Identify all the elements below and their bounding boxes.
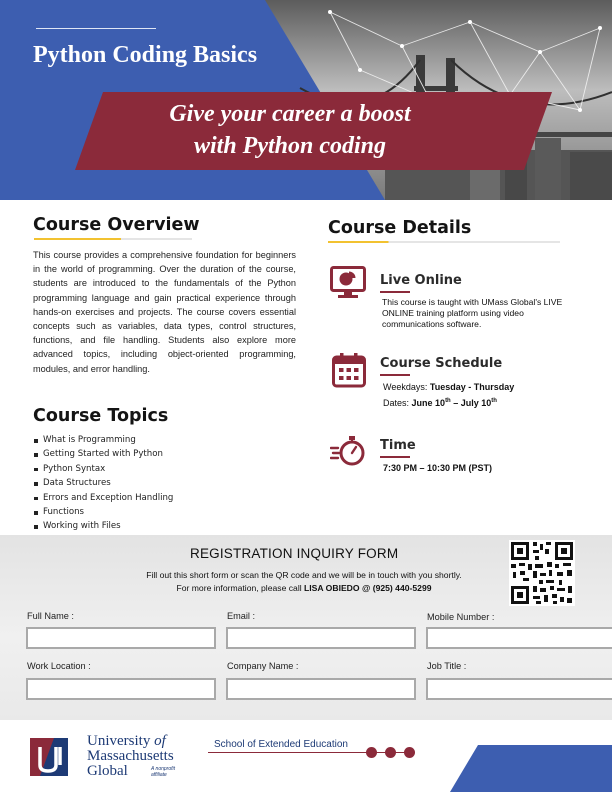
mobile-number-label: Mobile Number : — [427, 612, 495, 622]
full-name-label: Full Name : — [27, 611, 74, 621]
form-title: REGISTRATION INQUIRY FORM — [190, 546, 399, 561]
university-logo-icon — [28, 735, 80, 780]
topic-item: Errors and Exception Handling — [34, 491, 284, 505]
logo-affiliate-note: A nonprofit affiliate — [151, 766, 175, 778]
course-schedule-title: Course Schedule — [380, 356, 503, 371]
title-rule — [36, 28, 156, 29]
calendar-icon — [332, 352, 366, 388]
bullet-icon — [34, 511, 38, 515]
full-name-input[interactable] — [26, 627, 216, 649]
company-name-input[interactable] — [226, 678, 416, 700]
course-details-heading: Course Details — [328, 218, 472, 238]
logo-global: Global — [87, 763, 128, 779]
job-title-input[interactable] — [426, 678, 612, 700]
email-input[interactable] — [226, 627, 416, 649]
live-online-text: This course is taught with UMass Global's LIVE ONLINE training platform using video communications software. — [382, 297, 563, 330]
course-topics-list — [34, 433, 284, 533]
company-name-label: Company Name : — [227, 661, 299, 671]
bullet-icon — [34, 453, 38, 457]
topic-item: Working with Files — [34, 519, 284, 533]
topic-item: Python Syntax — [34, 462, 284, 476]
course-schedule-rule — [380, 374, 410, 376]
tagline-line-1: Give your career a boost — [169, 101, 411, 127]
school-rule — [208, 752, 413, 753]
time-title: Time — [380, 438, 416, 453]
time-value: 7:30 PM – 10:30 PM (PST) — [383, 463, 493, 473]
live-online-title: Live Online — [380, 273, 462, 288]
job-title-label: Job Title : — [427, 661, 467, 671]
bullet-icon — [34, 497, 38, 501]
decorative-dot-icon — [366, 747, 377, 758]
logo-university: University of — [87, 733, 166, 749]
topic-item: Data Structures — [34, 476, 284, 490]
logo-massachusetts: Massachusetts — [87, 748, 174, 764]
work-location-input[interactable] — [26, 678, 216, 700]
email-label: Email : — [227, 611, 256, 621]
topic-item: Functions — [34, 505, 284, 519]
work-location-label: Work Location : — [27, 661, 91, 671]
time-rule — [380, 456, 410, 458]
form-subtitle-1: Fill out this short form or scan the QR code and we will be in touch with you shortly. — [146, 570, 462, 580]
bullet-icon — [34, 439, 38, 443]
course-overview-heading: Course Overview — [33, 215, 200, 235]
tagline-line-2: with Python coding — [193, 133, 387, 159]
topic-item: What is Programming — [34, 433, 284, 447]
weekdays-row: Weekdays: Tuesday - Thursday — [383, 382, 515, 392]
qr-code-icon[interactable] — [509, 540, 575, 606]
page-title: Python Coding Basics — [33, 42, 258, 68]
tagline — [120, 98, 460, 162]
bullet-icon — [34, 482, 38, 486]
bullet-icon — [34, 525, 38, 529]
mobile-number-input[interactable] — [426, 627, 612, 649]
bullet-icon — [34, 468, 38, 472]
course-topics-heading: Course Topics — [33, 406, 169, 426]
live-online-rule — [380, 291, 410, 293]
monitor-pie-icon — [330, 266, 366, 300]
overview-underline — [34, 238, 192, 240]
dates-row: Dates: June 10th – July 10th — [383, 398, 497, 408]
course-overview-text: This course provides a comprehensive foundation for beginners in the world of programming. Over the duration of the course, students are introduced to the fundamentals of the Python programming language and gain practical experience through hands-on exercises and projects. The course covers essential concepts such as variables, data types, control structures, functions, and file handling. Students also explore more advanced topics, including object-oriented programming, modules, and error handling. — [33, 250, 296, 374]
form-subtitle-2: For more information, please call LISA OBIEDO @ (925) 440-5299 — [176, 583, 432, 593]
header-banner — [0, 0, 612, 200]
decorative-dot-icon — [385, 747, 396, 758]
decorative-dot-icon — [404, 747, 415, 758]
school-of-extended-education: School of Extended Education — [214, 739, 348, 750]
details-underline — [328, 241, 560, 243]
stopwatch-icon — [330, 434, 366, 466]
topic-item: Getting Started with Python — [34, 447, 284, 461]
